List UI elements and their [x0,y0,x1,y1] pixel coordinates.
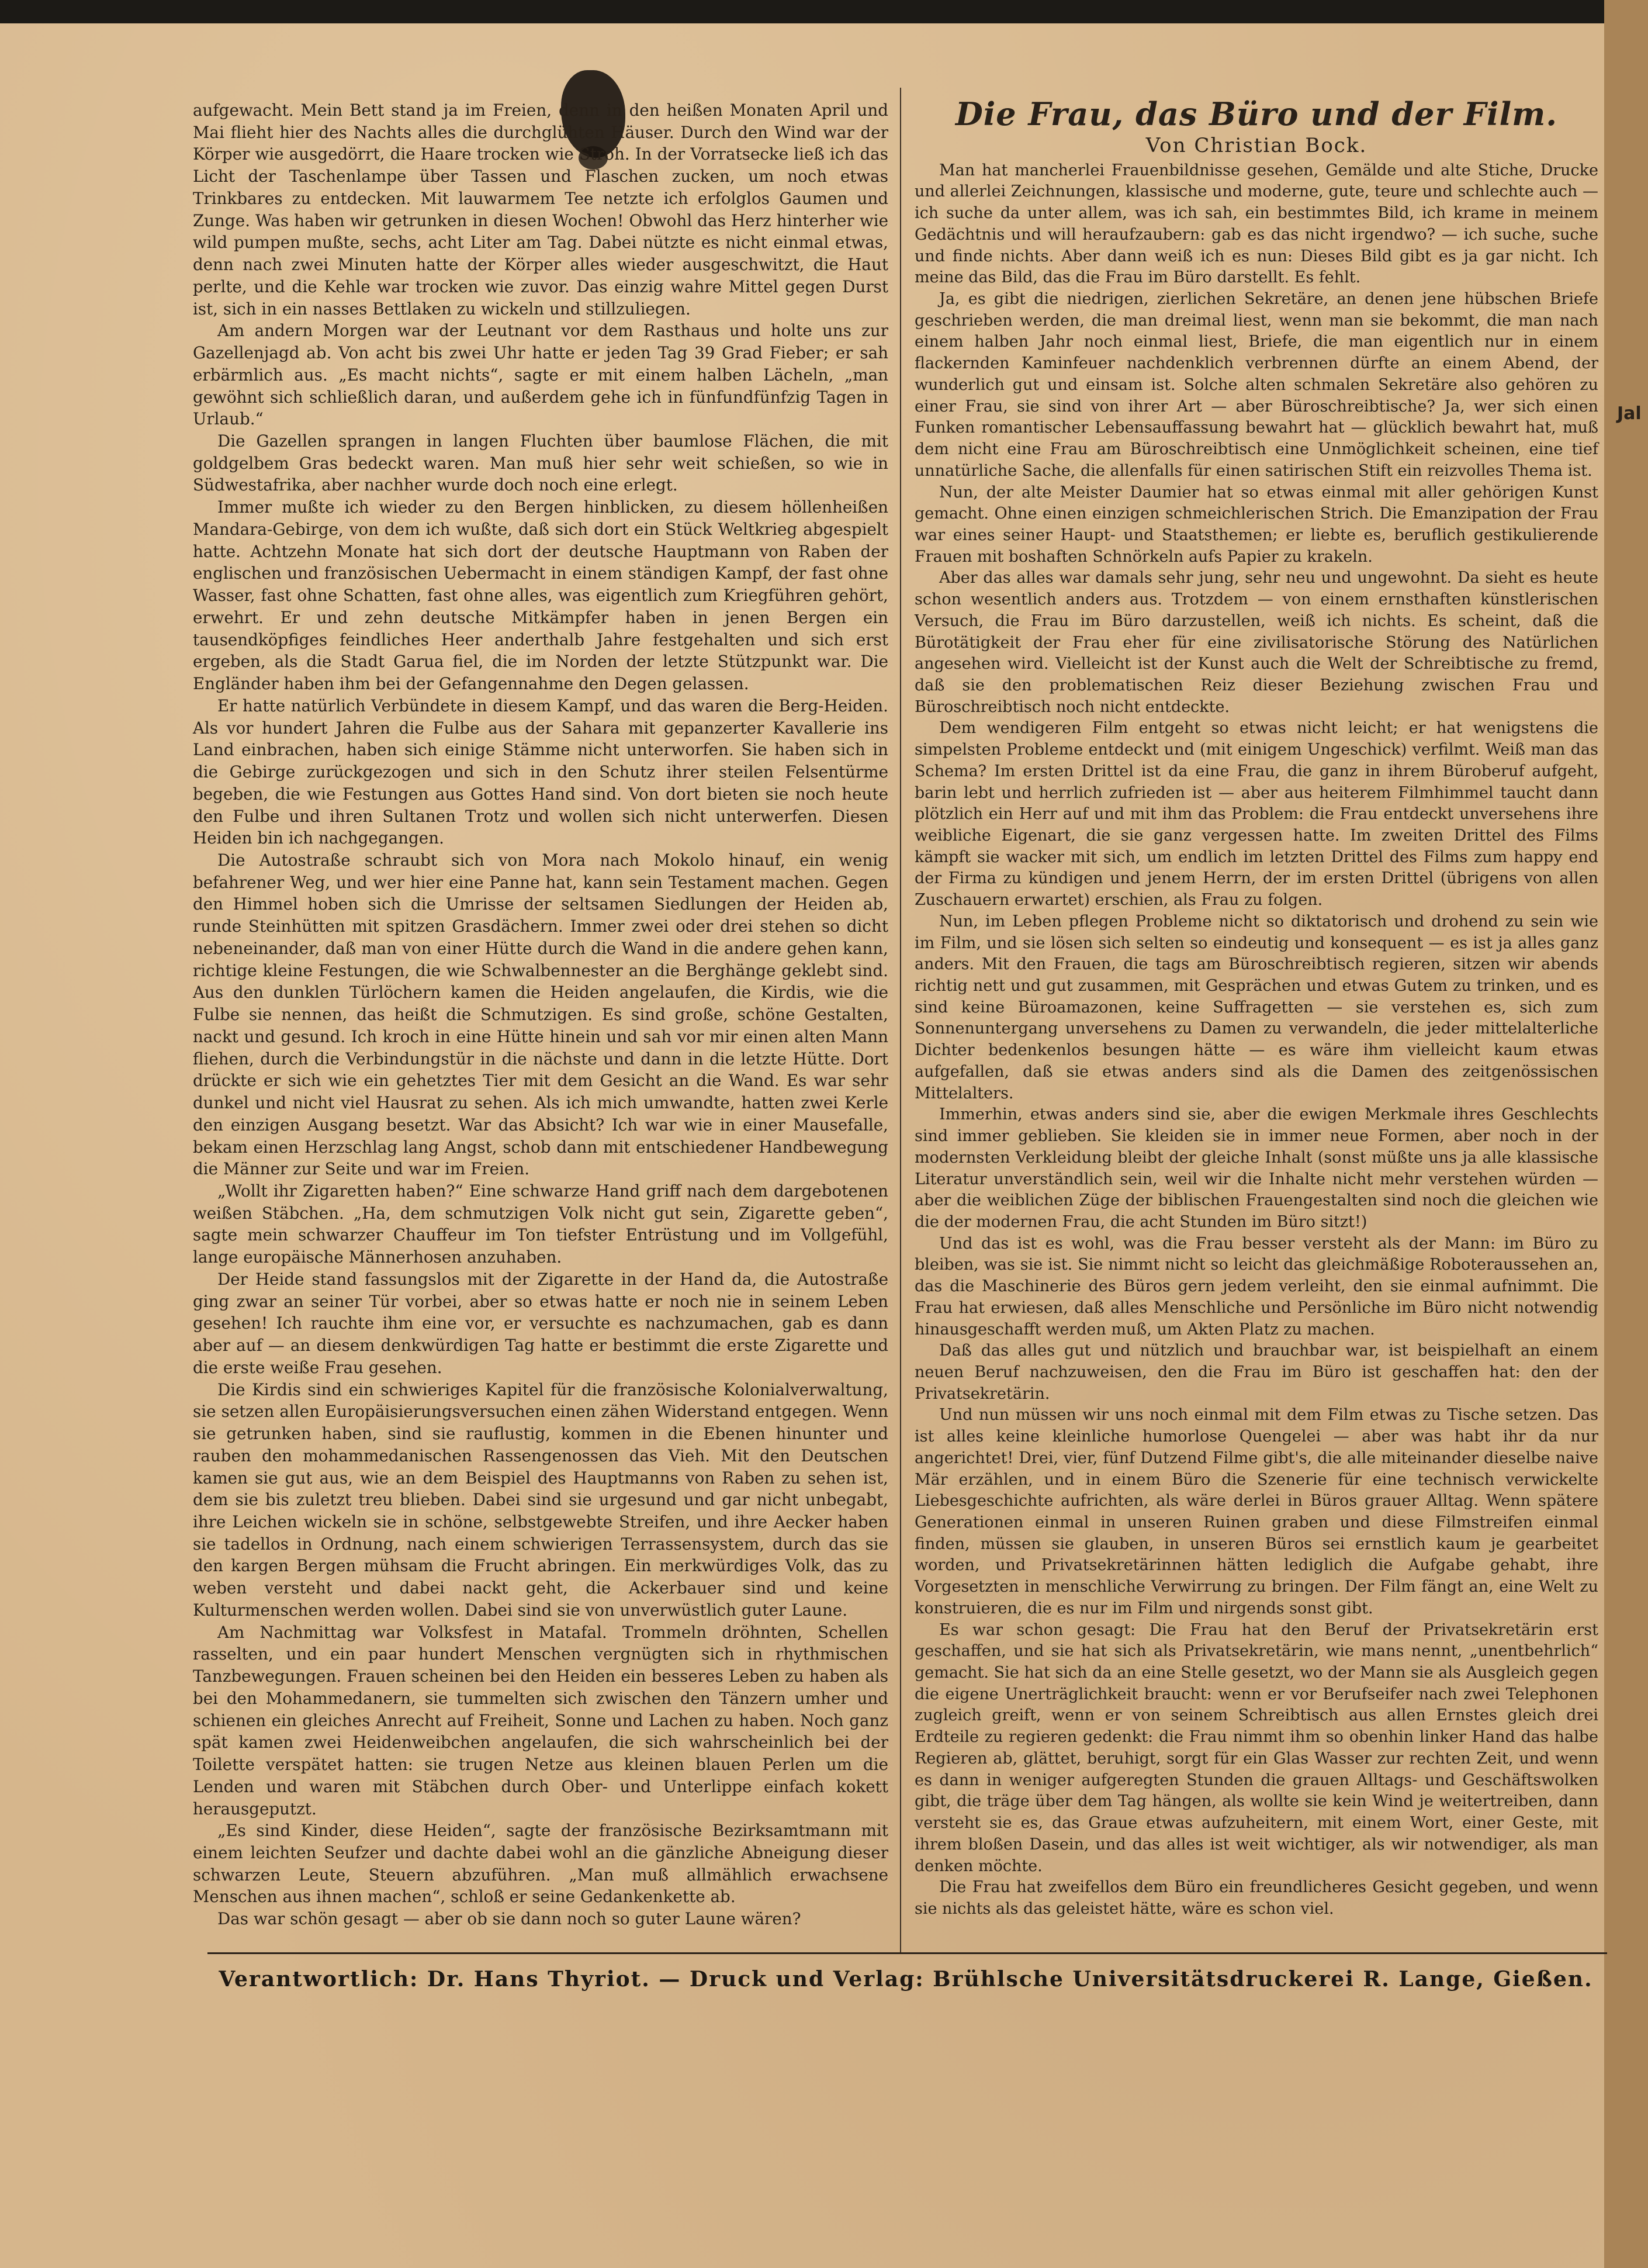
paragraph: Dem wendigeren Film entgeht so etwas nicht leicht; er hat wenigstens die simpelsten Probleme entdeckt und (mit einigem Ungeschick) verfilmt. Weiß man das Schema? Im ersten Drittel ist da eine Frau, die ganz in ihrem Büroberuf aufgeht, barin lebt und herrlich zufrieden ist — aber aus heiterem Filmhimmel taucht dann plötzlich ein Herr auf und mit ihm das Problem: die Frau entdeckt unversehens ihre weibliche Eigenart, die sie ganz vergessen hatte. Im zweiten Drittel des Films kämpft sie wacker mit sich, um endlich im letzten Drittel des Films zum happy end der Firma zu kündigen und jenem Herrn, der im ersten Drittel (übrigens von allen Zuschauern erwartet) erschien, als Frau zu folgen. [915,719,1598,910]
paragraph: Man hat mancherlei Frauenbildnisse gesehen, Gemälde und alte Stiche, Drucke und allerlei Zeichnungen, klassische und moderne, gute, teure und schlechte auch — ich suche da unter allem, was ich sah, ein bestimmtes Bild, ich krame in meinem Gedächtnis und will heraufzaubern: gab es das nicht irgendwo? — ich suche, suche und finde nichts. Aber dann weiß ich es nun: Dieses Bild gibt es ja gar nicht. Ich meine das Bild, das die Frau im Büro darstellt. Es fehlt. [915,161,1598,287]
paragraph: Nun, der alte Meister Daumier hat so etwas einmal mit aller gehörigen Kunst gemacht. Ohne einen einzigen schmeichlerischen Strich. Die Emanzipation der Frau war eines seiner Haupt- und Staatsthemen; er liebte es, beruflich gestikulierende Frauen mit boshaften Schnörkeln aufs Papier zu krakeln. [915,483,1598,566]
paragraph: Immer mußte ich wieder zu den Bergen hinblicken, zu diesem höllenheißen Mandara-Gebirge, von dem ich wußte, daß sich dort ein Stück Weltkrieg abgespielt hatte. Achtzehn Monate hat sich dort der deutsche Hauptmann von Raben der englischen und französischen Uebermacht in einem ständigen Kampf, der fast ohne Wasser, fast ohne Schatten, fast ohne alles, was eigentlich zum Kriegführen gehört, erwehrt. Er und zehn deutsche Mitkämpfer haben in jenen Bergen ein tausendköpfiges feindliches Heer anderthalb Jahre festgehalten und sich erst ergeben, als die Stadt Garua fiel, die im Norden der letzte Stützpunkt war. Die Engländer haben ihm bei der Gefangennahme den Degen gelassen. [193,497,888,694]
paragraph: Die Autostraße schraubt sich von Mora nach Mokolo hinauf, ein wenig befahrener Weg, und wer hier eine Panne hat, kann sein Testament machen. Gegen den Himmel hoben sich die Umrisse der seltsamen Siedlungen der Heiden ab, runde Steinhütten mit spitzen Grasdächern. Immer zwei oder drei stehen so dicht nebeneinander, daß man von einer Hütte durch die Wand in die andere gehen kann, richtige kleine Festungen, die wie Schwalbennester an die Berghänge geklebt sind. Aus den dunklen Türlöchern kamen die Heiden angelaufen, die Kirdis, wie die Fulbe sie nennen, das heißt die Schmutzigen. Es sind große, schöne Gestalten, nackt und gesund. Ich kroch in eine Hütte hinein und sah vor mir einen alten Mann fliehen, durch die Verbindungstür in die nächste und dann in die letzte Hütte. Dort drückte er sich wie ein gehetztes Tier mit dem Gesicht an die Wand. Es war sehr dunkel und nicht viel Hausrat zu sehen. Als ich mich umwandte, hatten zwei Kerle den einzigen Ausgang besetzt. War das Absicht? Ich war wie in einer Mausefalle, bekam einen Herzschlag lang Angst, schob dann mit entschiedener Handbewegung die Männer zur Seite und war im Freien. [193,850,888,1179]
paragraph: Und das ist es wohl, was die Frau besser versteht als der Mann: im Büro zu bleiben, was sie ist. Sie nimmt nicht so leicht das gleichmäßige Roboteraussehen an, das die Maschinerie des Büros gern jedem verleiht, den sie einmal aufnimmt. Die Frau hat erwiesen, daß alles Menschliche und Persönliche im Büro nicht notwendig hinausgeschafft werden muß, um Akten Platz zu machen. [915,1234,1598,1339]
left-column [193,99,888,1930]
paragraph: „Wollt ihr Zigaretten haben?“ Eine schwarze Hand griff nach dem dargebotenen weißen Stäbchen. „Ha, dem schmutzigen Volk nicht gut sein, Zigarette geben“, sagte mein schwarzer Chauffeur im Ton tiefster Entrüstung und im Vollgefühl, lange europäische Männerhosen anzuhaben. [193,1181,888,1267]
adjacent-page-edge [1604,0,1648,2268]
paragraph: Es war schon gesagt: Die Frau hat den Beruf der Privatsekretärin erst geschaffen, und sie hat sich als Privatsekretärin, wie mans nennt, „unentbehrlich“ gemacht. Sie hat sich da an eine Stelle gesetzt, wo der Mann sie als Ausgleich gegen die eigene Unerträglichkeit braucht: wenn er vor Berufseifer nach zwei Telephonen zugleich greift, wenn er von seinem Schreibtisch aus allen Ernstes gleich drei Erdteile zu regieren gedenkt: die Frau nimmt ihm so obenhin linker Hand das halbe Regieren ab, glättet, beruhigt, sorgt für ein Glas Wasser zur rechten Zeit, und wenn es dann in weniger aufgeregten Stunden die grauen Alltags- und Geschäftswolken gibt, die träge über dem Tag hängen, als wollte sie kein Wind je weitertreiben, dann versteht sie es, das Graue etwas aufzuheitern, mit einem Wort, einer Geste, mit ihrem bloßen Dasein, und das alles ist weit wichtiger, als wir notwendiger, als man denken möchte. [915,1620,1598,1875]
footer-rule [207,1952,1607,1954]
paragraph: Die Gazellen sprangen in langen Fluchten über baumlose Flächen, die mit goldgelbem Gras bedeckt waren. Man muß hier sehr weit schießen, so wie in Südwestafrika, aber nachher wurde doch noch eine erlegt. [193,431,888,495]
paragraph: Das war schön gesagt — aber ob sie dann noch so guter Laune wären? [217,1909,801,1929]
paragraph: „Es sind Kinder, diese Heiden“, sagte der französische Bezirksamtmann mit einem leichten Seufzer und dachte dabei wohl an die gänzliche Abneigung dieser schwarzen Leute, Steuern abzuführen. „Man muß allmählich erwachsene Menschen aus ihnen machen“, schloß er seine Gedankenkette ab. [193,1821,888,1907]
paragraph: Der Heide stand fassungslos mit der Zigarette in der Hand da, die Autostraße ging zwar an seiner Tür vorbei, aber so etwas hatte er noch nie in seinem Leben gesehen! Ich rauchte ihm eine vor, er versuchte es nachzumachen, gab es dann aber auf — an diesem denkwürdigen Tag hatte er bestimmt die erste Zigarette und die erste weiße Frau gesehen. [193,1269,888,1377]
paragraph: Nun, im Leben pflegen Probleme nicht so diktatorisch und drohend zu sein wie im Film, und sie lösen sich selten so eindeutig und konsequent — es ist ja alles ganz anders. Mit den Frauen, die tags am Büroschreibtisch regieren, sitzen wir abends richtig nett und gut zusammen, mit Gesprächen und etwas Gutem zu trinken, und es sind keine Büroamazonen, keine Suffragetten — sie verstehen es, sich zum Sonnenuntergang unversehens zu Damen zu verwandeln, die jeder mittelalterliche Dichter bedenkenlos besungen hätte — es wäre ihm vielleicht kaum etwas aufgefallen, daß sie etwas anders sind als die Damen des zeitgenössischen Mittelalters. [915,912,1598,1102]
article-title: Die Frau, das Büro und der Film. [955,95,1558,133]
paragraph: Ja, es gibt die niedrigen, zierlichen Sekretäre, an denen jene hübschen Briefe geschrieben werden, die man dreimal liest, wenn man sie bekommt, die man nach einem halben Jahr noch einmal liest, Briefe, die man eigentlich nur in einem flackernden Kaminfeuer nachdenklich verbrennen dürfte an einem Abend, der wunderlich gut und einsam ist. Solche alten schmalen Sekretäre also gehören zu einer Frau, sie sind von ihrer Art — aber Büroschreibtische? Ja, wer sich einen Funken romantischer Lebensauffassung bewahrt hat — glücklich bewahrt hat, muß dem nicht eine Frau am Büroschreibtisch eine Unmöglichkeit scheinen, eine tief unnatürliche Sache, die allenfalls für einen satirischen Stift ein reizvolles Thema ist. [915,290,1598,480]
edge-mark: Jal [1617,403,1642,424]
paragraph: Am Nachmittag war Volksfest in Matafal. Trommeln dröhnten, Schellen rasselten, und ein paar hundert Menschen vergnügten sich in rhythmischen Tanzbewegungen. Frauen scheinen bei den Heiden ein besseres Leben zu haben als bei den Mohammedanern, sie tummelten sich zwischen den Tänzern umher und schienen ein gleiches Anrecht auf Freiheit, Sonne und Lachen zu haben. Noch ganz spät kamen zwei Heidenweibchen angelaufen, die sich wahrscheinlich bei der Toilette verspätet hatten: sie trugen Netze aus kleinen blauen Perlen um die Lenden und waren mit Stäbchen durch Ober- und Unterlippe einfach kokett herausgeputzt. [193,1622,888,1818]
paragraph: Immerhin, etwas anders sind sie, aber die ewigen Merkmale ihres Geschlechts sind immer geblieben. Sie kleiden sie in immer neue Formen, aber noch in der modernsten Verkleidung bleibt der gleiche Inhalt (sonst müßte uns ja alle klassische Literatur unverständlich sein, weil wir die Inhalte nicht mehr verstehen würden — aber die weiblichen Züge der biblischen Frauengestalten sind noch die gleichen wie die der modernen Frau, die acht Stunden im Büro sitzt!) [915,1105,1598,1231]
right-column [915,96,1598,1920]
column-divider [900,88,901,1952]
imprint-line: Verantwortlich: Dr. Hans Thyriot. — Druck und Verlag: Brühlsche Universitätsdruckerei R. Lange, Gießen. [219,1967,1593,1992]
paragraph: Er hatte natürlich Verbündete in diesem Kampf, und das waren die Berg-Heiden. Als vor hundert Jahren die Fulbe aus der Sahara mit gepanzerter Kavallerie ins Land einbrachen, haben sich einige Stämme nicht unterworfen. Sie haben sich in die Gebirge zurückgezogen und sich in den Schutz ihrer steilen Felsentürme begeben, die wie Festungen aus Gottes Hand sind. Von dort bieten sie noch heute den Fulbe und ihren Sultanen Trotz und wollen sich nicht unterwerfen. Diesen Heiden bin ich nachgegangen. [193,696,888,848]
paragraph: Die Frau hat zweifellos dem Büro ein freundlicheres Gesicht gegeben, und wenn sie nichts als das geleistet hätte, wäre es schon viel. [915,1878,1598,1918]
paragraph: Und nun müssen wir uns noch einmal mit dem Film etwas zu Tische setzen. Das ist alles keine kleinliche humorlose Quengelei — aber was habt ihr da nur angerichtet! Drei, vier, fünf Dutzend Filme gibt's, die alle miteinander dieselbe naive Mär erzählen, und in einem Büro die Szenerie für eine technisch verwickelte Liebesgeschichte aufrichten, als wäre derlei in Büros grauer Alltag. Wenn spätere Generationen einmal in unseren Ruinen graben und diese Filmstreifen einmal finden, müssen sie glauben, in unseren Büros sei ernstlich kaum je gearbeitet worden, und Privatsekretärinnen hätten lediglich die Aufgabe gehabt, ihre Vorgesetzten in menschliche Verwirrung zu bringen. Der Film fängt an, eine Welt zu konstruieren, die es nur im Film und nirgends sonst gibt. [915,1406,1598,1617]
paragraph: Daß das alles gut und nützlich und brauchbar war, ist beispielhaft an einem neuen Beruf nachzuweisen, den die Frau im Büro ist geschaffen hat: den der Privatsekretärin. [915,1342,1598,1403]
paragraph: aufgewacht. Mein Bett stand ja im Freien, denn in den heißen Monaten April und Mai flieht hier des Nachts alles die durchglühten Häuser. Durch den Wind war der Körper wie ausgedörrt, die Haare trocken wie Stroh. In der Vorratsecke ließ ich das Licht der Taschenlampe über Tassen und Flaschen zucken, um noch etwas Trinkbares zu entdecken. Mit lauwarmem Tee netzte ich erfolglos Gaumen und Zunge. Was haben wir getrunken in diesen Wochen! Obwohl das Herz hinterher wie wild pumpen mußte, sechs, acht Liter am Tag. Dabei nützte es nicht einmal etwas, denn nach zwei Minuten hatte der Körper alles wieder ausgeschwitzt, die Haut perlte, und die Kehle war trocken wie zuvor. Das einzig wahre Mittel gegen Durst ist, sich in ein nasses Bettlaken zu wickeln und stillzuliegen. [193,101,888,319]
paragraph: Am andern Morgen war der Leutnant vor dem Rasthaus und holte uns zur Gazellenjagd ab. Von acht bis zwei Uhr hatte er jeden Tag 39 Grad Fieber; er sah erbärmlich aus. „Es macht nichts“, sagte er mit einem halben Lächeln, „man gewöhnt sich schließlich daran, und außerdem gehe ich in fünfundfünfzig Tagen in Urlaub.“ [193,321,888,429]
paragraph: Aber das alles war damals sehr jung, sehr neu und ungewohnt. Da sieht es heute schon wesentlich anders aus. Trotzdem — von einem ernsthaften künstlerischen Versuch, die Frau im Büro darzustellen, weiß ich nichts. Es scheint, daß die Bürotätigkeit der Frau eher für eine zivilisatorische Störung des Natürlichen angesehen wird. Vielleicht ist der Kunst auch die Welt der Schreibtische zu fremd, daß sie den problematischen Reiz dieser Beziehung zwischen Frau und Büroschreibtisch noch nicht entdeckte. [915,569,1598,716]
article-byline: Von Christian Bock. [1145,134,1367,157]
paragraph: Die Kirdis sind ein schwieriges Kapitel für die französische Kolonialverwaltung, sie setzen allen Europäisierungsversuchen einen zähen Widerstand entgegen. Wenn sie getrunken haben, sind sie rauflustig, kommen in die Ebenen hinunter und rauben den mohammedanischen Rassengenossen das Vieh. Mit den Deutschen kamen sie gut aus, wie an dem Beispiel des Hauptmanns von Raben zu sehen ist, dem sie bis zuletzt treu blieben. Dabei sind sie urgesund und gar nicht unbegabt, ihre Leichen wickeln sie in schöne, selbstgewebte Streifen, und ihre Aecker haben sie tadellos in Ordnung, nach einem schwierigen Terrassensystem, durch das sie den kargen Bergen mühsam die Frucht abringen. Ein merkwürdiges Volk, das zu weben versteht und dabei nackt geht, die Ackerbauer sind und keine Kulturmenschen werden wollen. Dabei sind sie von unverwüstlich guter Laune. [193,1380,888,1620]
